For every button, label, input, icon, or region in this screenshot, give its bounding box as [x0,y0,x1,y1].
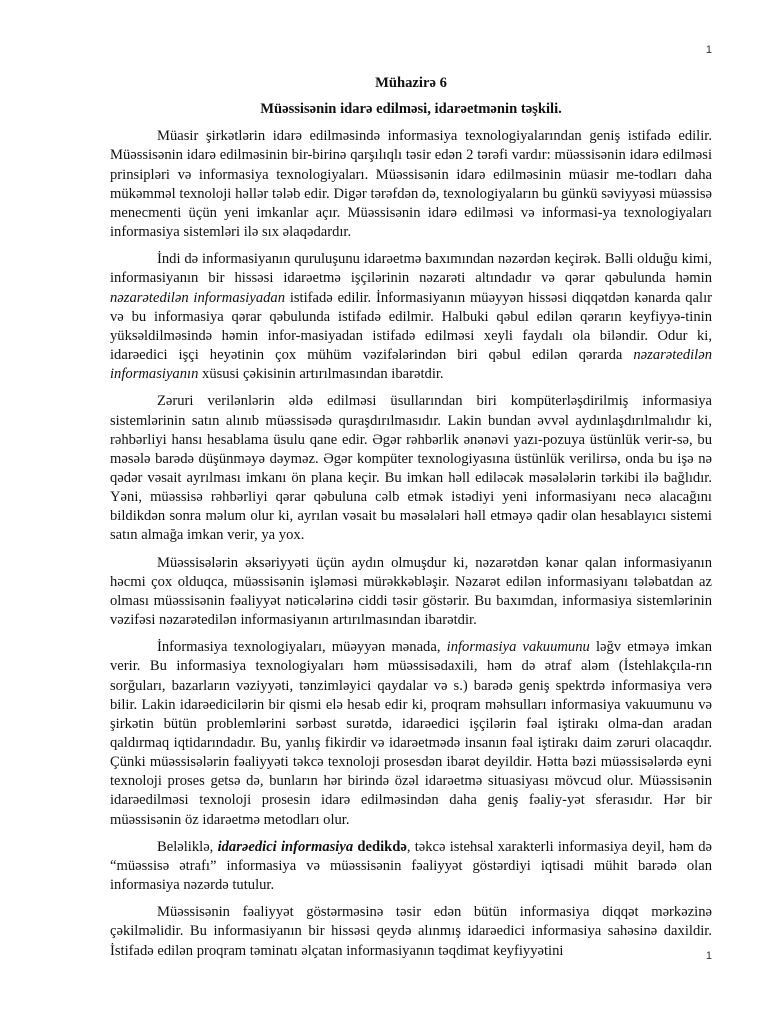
italic-term: informasiya vakuumunu [446,639,590,656]
paragraph-5 [110,638,712,830]
bold-italic-term: idarəedici informasiya [217,838,354,855]
text-run: , təkcə istehsal xarakterli informasiya deyil, həm də “müəssisə ətrafı” informasiya və müəssisənin fəaliyyət göstərdiyi iqtisadi mühit barədə olan informasiya nəzərdə tutulur. [110,838,713,894]
paragraph-2 [110,250,712,384]
italic-term: nəzarətedilən informasiyanın [110,347,712,383]
text-run: Beləliklə, [157,838,218,855]
text-run: İndi də informasiyanın quruluşunu idarəetmə baxımından nəzərdən keçirək. Bəlli olduğu kimi, informasiyanın bir hissəsi idarəetmə işçilərinin nəzarəti altındadır və qərar qəbulunda həmin [110,251,712,287]
text-run: İnformasiya texnologiyaları, müəyyən mənada, [157,639,447,656]
paragraph-7: Müəssisənin fəaliyyət göstərməsinə təsir edən bütün informasiya diqqət mərkəzinə çəkilməlidir. Bu informasiyanın bir hissəsi qeydə alınmış idarəedici informasiya sahəsinə daxildir. İstifadə edilən proqram təminatı əlçatan informasiyanın təqdimat keyfiyyətini [110,904,712,959]
page-number-top: 1 [705,44,712,56]
text-run: ləğv etməyə imkan verir. Bu informasiya texnologiyaları həm müəssisədaxili, həm də ətraf aləm (İstehlakçıla-rın sorğuları, bazarların vəziyyəti, tənzimləyici qaydalar və s.) barədə geniş spektrdə informasiya verə bilir. Lakin idarəedicilərin bir qismi elə hesab edir ki, proqram məhsulları informasiya vakuumunu və şirkətin bütün problemlərini sərbəst surətdə, idarəedici işçilərin fəal iştirakı olma-dan aradan qaldırmaq iqtidarındadır. Bu, yanlış fikirdir və idarəetmədə insanın fəal iştirakı daim zəruri olacaqdır. Çünki müəssisələrin fəaliyyəti təkcə texnoloji prosesdən ibarət deyildir. Hətta bəzi müəssisələrdə eyni texnoloji proses getsə də, bunların hər birində özəl idarəetmə situasiyası mövcud olur. Müəssisənin idarəedilməsi texnoloji prosesin idarə edilməsindən daha geniş fəaliy-yət sferasıdır. Hər bir müəssisənin öz idarəetmə metodları olur. [110,639,712,828]
page-number-bottom: 1 [705,950,712,962]
lecture-title: Mühazirə 6 [375,75,447,91]
text-run: istifadə edilir. İnformasiyanın müəyyən hissəsi diqqətdən kənarda qalır və bu informasiya qərar qəbulunda istifadə edilmir. Halbuki qəbul edilən qərarın keyfiyyə-tinin yüksəldilməsində həmin infor-masiyadan istifadə edilməsi xeyli faydalı ola biləndir. Odur ki, idarəedici işçi heyətinin çox mühüm vəzifələrindən biri qəbul edilən qərarda [110,289,712,364]
italic-term: nəzarətedilən informasiyadan [110,289,286,306]
paragraph-1: Müasir şirkətlərin idarə edilməsində informasiya texnologiyalarından geniş istifadə edilir. Müəssisənin idarə edilməsinin bir-birinə qarşılıqlı təsir edən 2 tərəfi vardır: müəssisənin idarə edilməsi prinsipləri və informasiya texnologiyaları. Müəssisənin idarə edilməsinin müasir me-todları daha mükəmməl texnoloji həllər tələb edir. Digər tərəfdən də, texnologiyaların bu günkü səviyyəsi müəssisə menecmenti üçün yeni imkanlar açır. Müəssisənin idarə edilməsi və informasi-ya texnologiyaları informasiya sistemləri ilə sıx əlaqədardır. [110,128,712,241]
text-run: xüsusi çəkisinin artırılmasından ibarətdir. [198,366,444,383]
document-body [110,74,712,969]
lecture-subtitle: Müəssisənin idarə edilməsi, idarəetmənin təşkili. [260,101,562,118]
paragraph-3: Zəruri verilənlərin əldə edilməsi üsullarından biri kompüterləşdirilmiş informasiya sistemlərinin satın alınıb müəssisədə quraşdırılmasıdır. Lakin bundan əvvəl aydınlaşdırılmalıdır ki, rəhbərliyi hansı hesablama üsulu qane edir. Əgər rəhbərlik ənənəvi yazı-pozuya üstünlük verir-sə, bu məsələ barədə düşünməyə dəyməz. Əgər kompüter texnologiyasına üstünlük verilirsə, onda bu işə nə qədər vəsait ayrılması imkanı ön plana keçir. Bu imkan həll ediləcək məsələlərin tərkibi ilə bağlıdır. Yəni, müəssisə rəhbərliyi qərar qəbuluna cəlb etmək istədiyi yeni informasiyanı necə alacağını bildikdən sonra məlum olur ki, ayrılan vəsait bu məsələləri həll etməyə qadir olan hesablayıcı sistemi satın almağa imkan verir, ya yox. [110,393,712,544]
bold-term: dedikdə [353,838,407,855]
paragraph-6 [110,838,712,895]
paragraph-4: Müəssisələrin əksəriyyəti üçün aydın olmuşdur ki, nəzarətdən kənar qalan informasiyanın həcmi çox olduqca, müəssisənin işləməsi mürəkkəbləşir. Nəzarət edilən informasiyanı tələbatdan az olması müəssisənin fəaliyyət nəticələrinə ciddi təsir göstərir. Bu baxımdan, informasiya sistemlərinin vəzifəsi nəzarətedilən informasiyanın artırılmasından ibarətdir. [110,554,712,629]
